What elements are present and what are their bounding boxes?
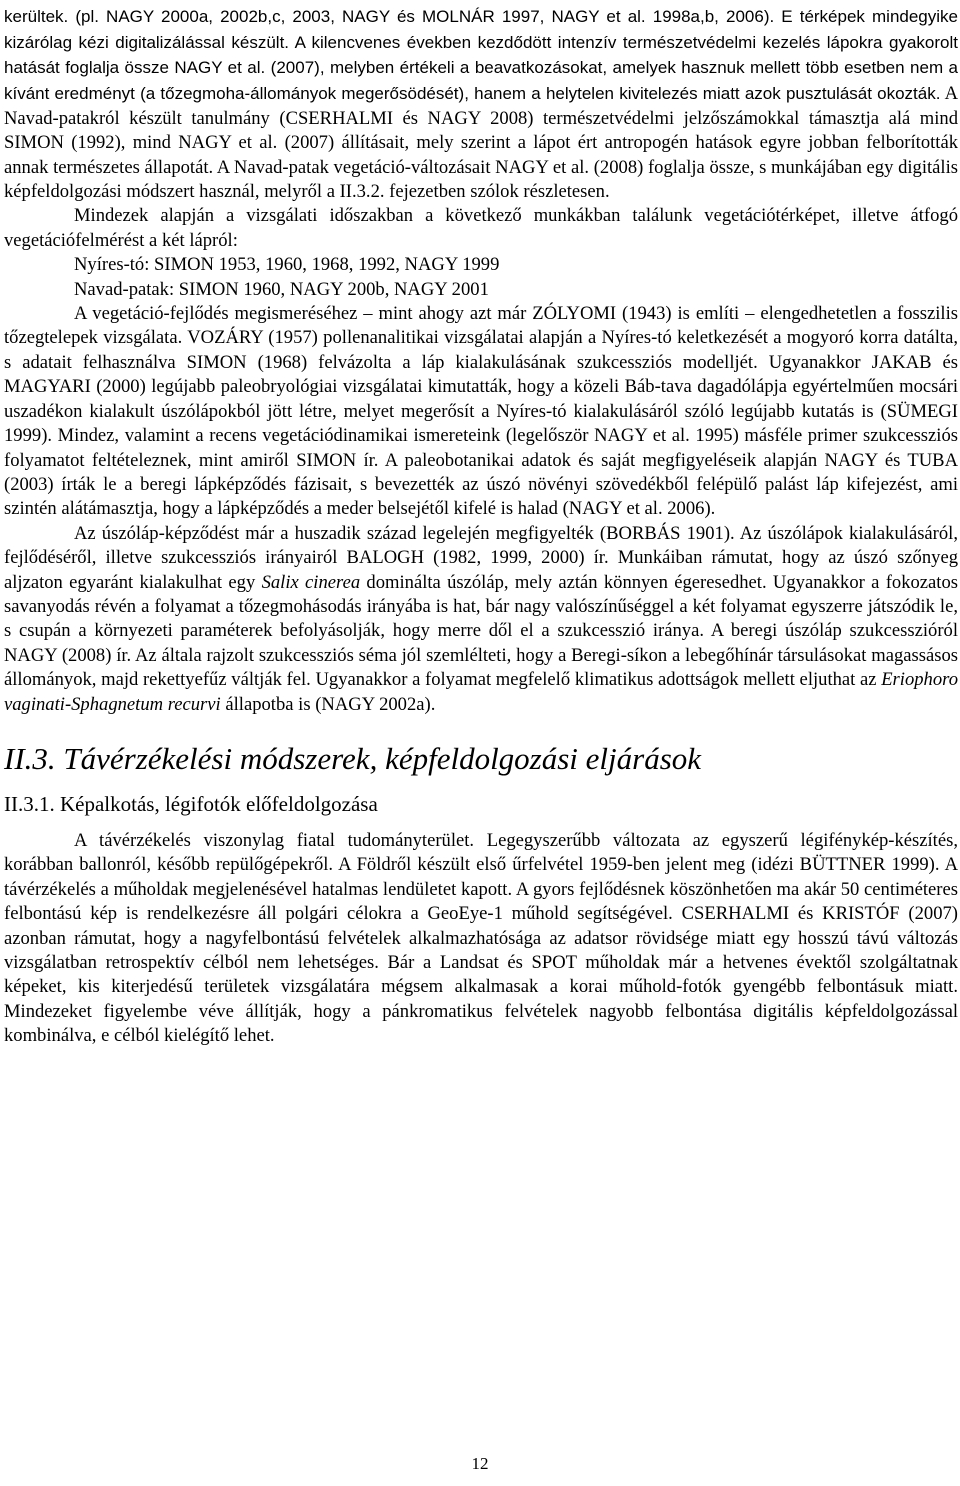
subsection-heading: II.3.1. Képalkotás, légifotók előfeldolgozása xyxy=(4,791,378,816)
paragraph-intro xyxy=(4,4,958,204)
paragraph-vegetation-maps: Mindezek alapján a vizsgálati időszakban a következő munkákban találunk vegetációtérképet, illetve átfogó vegetációfelmérést a két lápról: xyxy=(4,205,958,251)
paragraph-remote-sensing: A távérzékelés viszonylag fiatal tudományterület. Legegyszerűbb változata az egyszerű légifénykép-készítés, korábban ballonról, később repülőgépekről. A Földről készült első űrfelvétel 1959-ben jelent meg (idézi BÜTTNER 1999). A távérzékelés a műholdak megjelenésével hatalmas lendületet kapott. A gyors fejlődésnek köszönhetően ma akár 50 centiméteres felbontású kép is rendelkezésre áll polgári célokra a GeoEye-1 műhold segítségével. CSERHALMI és KRISTÓF (2007) azonban rámutat, hogy a nagyfelbontású felvételek alkalmazhatósága az adatsor rövidsége miatt egy hosszú távú változás vizsgálatban retrospektív célból nem lehetséges. Bár a Landsat és SPOT műholdak már a hetvenes évektől szolgáltatnak képeket, kis kiterjedésű területek vizsgálatára mégsem alkalmasak a korai műhold-fotók gyengébb felbontásuk miatt. Mindezeket figyelembe véve állítják, hogy a pánkromatikus felvételek nagyobb felbontása digitális képfeldolgozással kombinálva, e célból kielégítő lehet. xyxy=(4,829,958,1047)
paragraph-vegetation-development: A vegetáció-fejlődés megismeréséhez – mint ahogy azt már ZÓLYOMI (1943) is említi – elengedhetetlen a fosszilis tőzegtelepek vizsgálata. VOZÁRY (1957) pollenanalitikai vizsgálatai alapján a Nyíres-tó keletkezését a mogyoró korra datálta, s adatait felhasználva SIMON (1968) felvázolta a láp kialakulásának szukcessziós modelljét. Ugyanakkor JAKAB és MAGYARI (2000) legújabb paleobryológiai vizsgálatai kimutatták, hogy a közeli Báb-tava dagadólápja egyértelműen mocsári uszadékon kialakult úszólápokból jött létre, melyet megerősít a Nyíres-tó kialakulásáról szóló legújabb kutatás is (SÜMEGI 1999). Mindez, valamint a recens vegetációdinamikai ismereteink (legelőször NAGY et al. 1995) másféle primer szukcessziós folyamatot feltételeznek, mint amiről SIMON ír. A paleobotanikai adatok és saját megfigyeléseik alapján NAGY és TUBA (2003) írták le a beregi lápképződés fázisait, s bevezették az úszó növényi szövedékből felépülő palást láp kifejezést, ami szintén alátámasztja, hogy a lápképződés a meder belsejétől kifelé is halad (NAGY et al. 2006). xyxy=(4,303,958,520)
paragraph-intro-serif-text: A Navad-patakról készült tanulmány (CSERHALMI és NAGY 2008) természetvédelmi jelzőszámokkal támasztja alá mind SIMON (1992), mind NAGY et al. (2007) állításait, mely szerint a lápot ért antropogén hatások egyre jobban felborították annak természetes állapotát. A Navad-patak vegetáció-változásait NAGY et al. (2008) foglalja össze, s munkájában egy digitális képfeldolgozási módszert használ, melyről a II.3.2. fejezetben szólok részletesen. xyxy=(4,83,958,203)
paragraph-floating-mat xyxy=(4,522,958,717)
list-item-nyires-to: Nyíres-tó: SIMON 1953, 1960, 1968, 1992, NAGY 1999 xyxy=(74,254,500,276)
paragraph-floating-mat-text-b: dominálta úszóláp, mely aztán könnyen égeresedhet. Ugyanakkor a fokozatos savanyodás révén a folyamat a tőzegmohásodás irányába is hat, bár nagy valószínűséggel a két folyamat egyszerre játszódik le, s csupán a környezeti paraméterek befolyásolják, hogy merre dől el a szukcesszió iránya. A beregi úszóláp szukcesszióról NAGY (2008) ír. Az általa rajzolt szukcessziós séma jól szemlélteti, hogy a Beregi-síkon a lebegőhínár társulásokat magassásos állományok, majd rekettyefűz váltják fel. Ugyanakkor a folyamat megfelelő klimatikus adottságok mellett eljuthat az xyxy=(4,571,958,691)
paragraph-floating-mat-text-a: Az úszóláp-képződést már a huszadik század legelején megfigyelték (BORBÁS 1901). Az úszólápok kialakulásáról, fejlődéséről, illetve szukcessziós irányairól BALOGH (1982, 1999, 2000) ír. Munkáiban rámutat, hogy az úszó szőnyeg aljzaton egyaránt kialakulhat egy xyxy=(4,522,958,593)
species-name-salix: Salix cinerea xyxy=(261,571,361,593)
page-number: 12 xyxy=(471,1454,489,1473)
paragraph-floating-mat-text-c: állapotba is (NAGY 2002a). xyxy=(220,693,436,715)
document-page xyxy=(4,4,958,1049)
paragraph-intro-sans-text: kerültek. (pl. NAGY 2000a, 2002b,c, 2003, NAGY és MOLNÁR 1997, NAGY et al. 1998a,b, 2006). E térképek mindegyike kizárólag kézi digitalizálással készült. A kilencvenes években kezdődött intenzív természetvédelmi kezelés lápokra gyakorolt hatását foglalja össze NAGY et al. (2007), melyben értékeli a beavatkozásokat, amelyek hasznuk mellett több esetben nem a kívánt eredményt (a tőzegmoha-állományok megerősödését), hanem a helytelen kivitelezés miatt azok pusztulását okozták. xyxy=(4,7,958,104)
section-heading: II.3. Távérzékelési módszerek, képfeldolgozási eljárások xyxy=(4,740,702,776)
list-item-navad-patak: Navad-patak: SIMON 1960, NAGY 200b, NAGY 2001 xyxy=(74,278,489,300)
association-name-eriophoro: Eriophoro vaginati-Sphagnetum recurvi xyxy=(4,669,958,715)
